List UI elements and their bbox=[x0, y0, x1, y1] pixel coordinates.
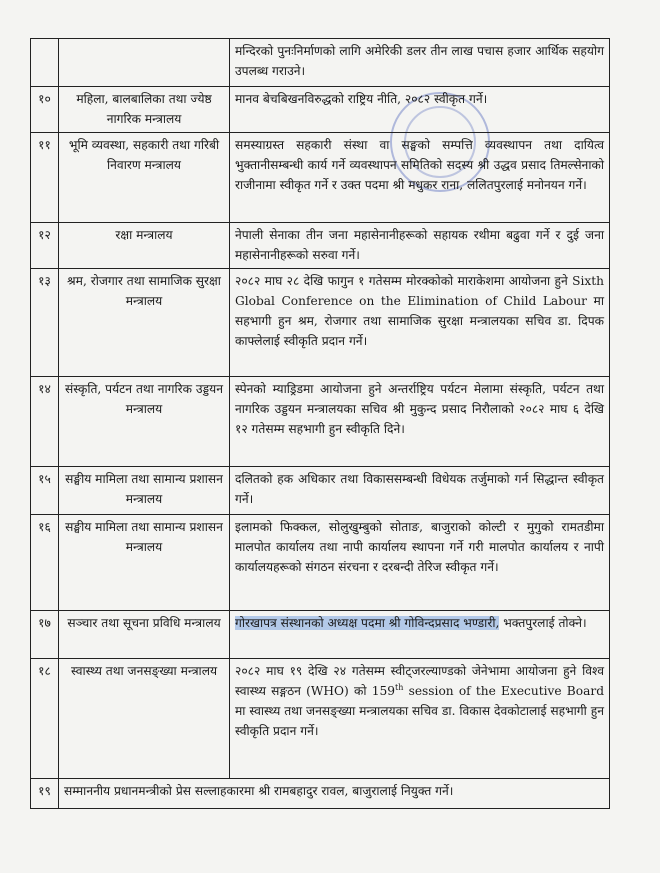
decision-text: भक्तपुरलाई तोक्ने। bbox=[499, 616, 587, 630]
table-row bbox=[31, 659, 610, 779]
ministry-cell: भूमि व्यवस्था, सहकारी तथा गरिबी निवारण मन्त्रालय bbox=[59, 133, 230, 223]
ministry-cell bbox=[59, 39, 230, 87]
ordinal-suffix: th bbox=[395, 682, 404, 692]
decision-cell: नेपाली सेनाका तीन जना महासेनानीहरूको सहायक रथीमा बढुवा गर्ने र दुई जना महासेनानीहरूको सरुवा गर्ने। bbox=[230, 223, 610, 269]
decision-text: २०८२ माघ २८ देखि फागुन १ गतेसम्म मोरक्कोको माराकेशमा आयोजना हुने bbox=[235, 274, 573, 288]
table-row bbox=[31, 223, 610, 269]
row-number: ११ bbox=[31, 133, 59, 223]
decision-text: मा स्वास्थ्य तथा जनसङ्ख्या मन्त्रालयका सचिव डा. विकास देवकोटालाई सहभागी हुन स्वीकृति प्रदान गर्ने। bbox=[235, 704, 604, 738]
row-number: १९ bbox=[31, 779, 59, 809]
ministry-cell: रक्षा मन्त्रालय bbox=[59, 223, 230, 269]
ministry-cell: संस्कृति, पर्यटन तथा नागरिक उड्डयन मन्त्रालय bbox=[59, 377, 230, 467]
row-number: १४ bbox=[31, 377, 59, 467]
row-number: १२ bbox=[31, 223, 59, 269]
row-number bbox=[31, 39, 59, 87]
conference-name: Sixth Global Conference on the Elimination of Child Labour bbox=[235, 274, 604, 308]
highlighted-text: गोरखापत्र संस्थानको अध्यक्ष पदमा श्री गोविन्दप्रसाद भण्डारी, bbox=[235, 616, 500, 630]
ministry-cell: सञ्चार तथा सूचना प्रविधि मन्त्रालय bbox=[59, 611, 230, 659]
ministry-cell: सङ्घीय मामिला तथा सामान्य प्रशासन मन्त्रालय bbox=[59, 467, 230, 515]
decision-text: २०८२ माघ १९ देखि २४ गतेसम्म स्वीट्जरल्याण्डको जेनेभामा आयोजना हुने विश्व स्वास्थ्य सङ्गठन (WHO) को 159 bbox=[235, 664, 604, 698]
table-row bbox=[31, 133, 610, 223]
decision-text: मा सहभागी हुन श्रम, रोजगार तथा सामाजिक सुरक्षा मन्त्रालयका सचिव डा. दिपक काफ्लेलाई स्वीकृति प्रदान गर्ने। bbox=[235, 294, 604, 348]
ministry-cell: सङ्घीय मामिला तथा सामान्य प्रशासन मन्त्रालय bbox=[59, 515, 230, 611]
decision-cell: इलामको फिक्कल, सोलुखुम्बुको सोताङ, बाजुराको कोल्टी र मुगुको रामतडीमा मालपोत कार्यालय तथा नापी कार्यालय स्थापना गर्ने गरी मालपोत कार्यालय र नापी कार्यालयहरूको संगठन संरचना र दरबन्दी तेरिज स्वीकृत गर्ने। bbox=[230, 515, 610, 611]
table-row bbox=[31, 39, 610, 87]
decision-cell: दलितको हक अधिकार तथा विकाससम्बन्धी विधेयक तर्जुमाको गर्न सिद्धान्त स्वीकृत गर्ने। bbox=[230, 467, 610, 515]
table-row bbox=[31, 779, 610, 809]
table-row bbox=[31, 467, 610, 515]
decision-cell: स्पेनको म्याड्रिडमा आयोजना हुने अन्तर्राष्ट्रिय पर्यटन मेलामा संस्कृति, पर्यटन तथा नागरिक उड्डयन मन्त्रालयका सचिव श्री मुकुन्द प्रसाद निरौलाको २०८२ माघ ६ देखि १२ गतेसम्म सहभागी हुन स्वीकृति दिने। bbox=[230, 377, 610, 467]
decision-cell bbox=[230, 659, 610, 779]
decision-cell bbox=[230, 611, 610, 659]
ministry-cell: श्रम, रोजगार तथा सामाजिक सुरक्षा मन्त्रालय bbox=[59, 269, 230, 377]
table-row bbox=[31, 515, 610, 611]
row-number: १७ bbox=[31, 611, 59, 659]
row-number: १८ bbox=[31, 659, 59, 779]
table-row bbox=[31, 611, 610, 659]
row-number: १० bbox=[31, 87, 59, 133]
decision-cell: सम्माननीय प्रधानमन्त्रीको प्रेस सल्लाहकारमा श्री रामबहादुर रावल, बाजुरालाई नियुक्त गर्ने। bbox=[59, 779, 610, 809]
row-number: १३ bbox=[31, 269, 59, 377]
ministry-cell: महिला, बालबालिका तथा ज्येष्ठ नागरिक मन्त्रालय bbox=[59, 87, 230, 133]
table-row bbox=[31, 377, 610, 467]
decision-cell: समस्याग्रस्त सहकारी संस्था वा सङ्घको सम्पत्ति व्यवस्थापन तथा दायित्व भुक्तानीसम्बन्धी कार्य गर्ने व्यवस्थापन समितिको सदस्य श्री उद्धव प्रसाद तिमल्सेनाको राजीनामा स्वीकृत गर्ने र उक्त पदमा श्री मधुकर राना, ललितपुरलाई मनोनयन गर्ने। bbox=[230, 133, 610, 223]
decision-cell bbox=[230, 269, 610, 377]
ministry-cell: स्वास्थ्य तथा जनसङ्ख्या मन्त्रालय bbox=[59, 659, 230, 779]
cabinet-decisions-table bbox=[30, 38, 610, 809]
table-row bbox=[31, 87, 610, 133]
session-name: session of the Executive Board bbox=[403, 684, 604, 698]
row-number: १५ bbox=[31, 467, 59, 515]
decision-cell: मन्दिरको पुनःनिर्माणको लागि अमेरिकी डलर तीन लाख पचास हजार आर्थिक सहयोग उपलब्ध गराउने। bbox=[230, 39, 610, 87]
decision-cell: मानव बेचबिखनविरुद्धको राष्ट्रिय नीति, २०८२ स्वीकृत गर्ने। bbox=[230, 87, 610, 133]
table-row bbox=[31, 269, 610, 377]
row-number: १६ bbox=[31, 515, 59, 611]
